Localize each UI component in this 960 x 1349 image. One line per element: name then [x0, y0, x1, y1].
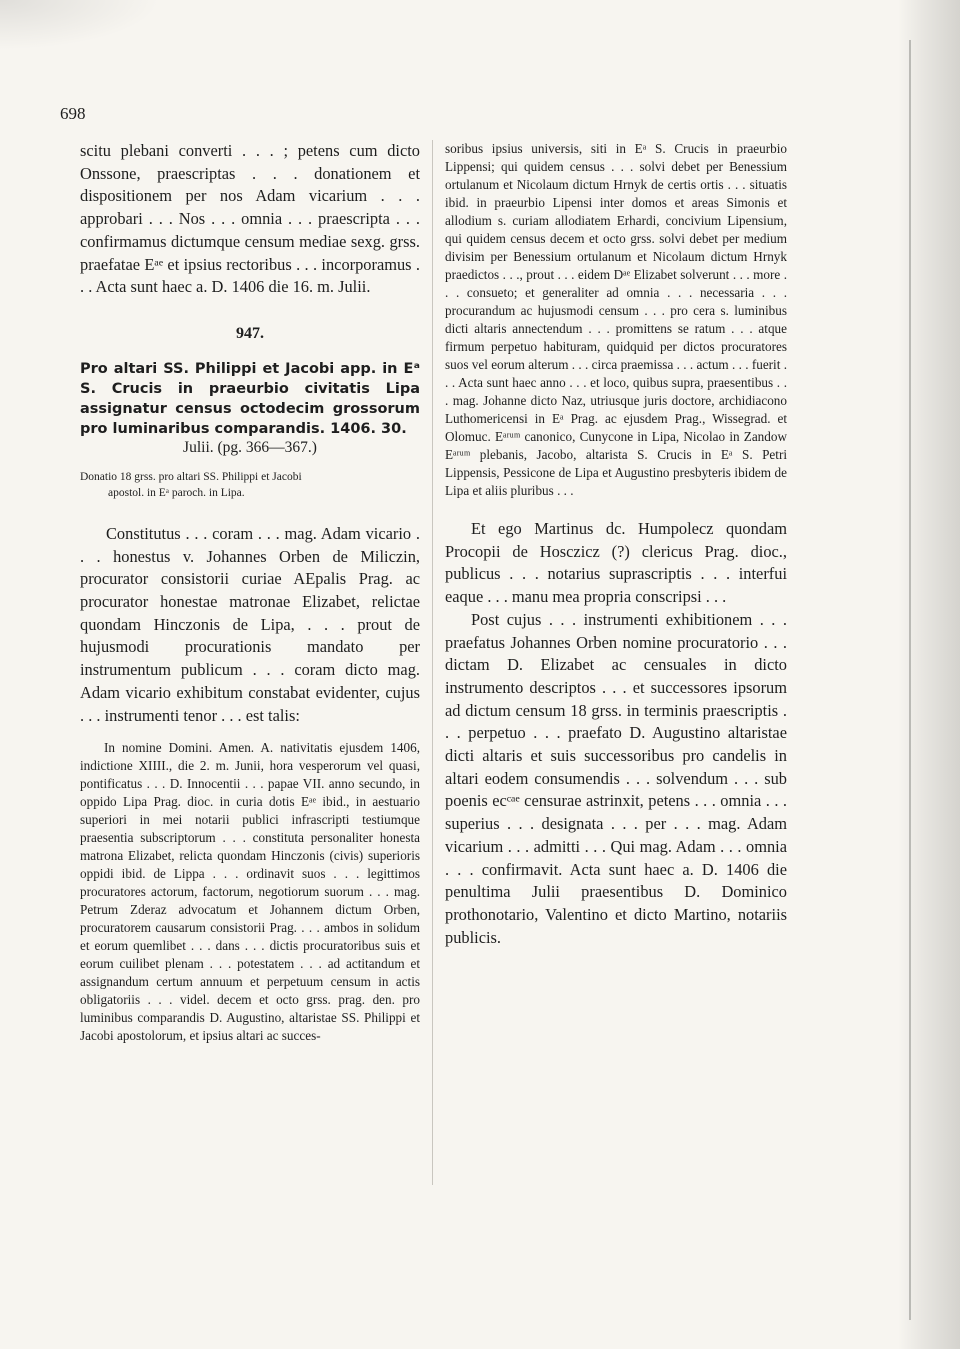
paragraph-notary: Et ego Martinus dc. Humpolecz quondam Procopii de Hosczicz (?) clericus Prag. dioc., publicus . . . notarius suprascriptis . . . interfui eaque . . . manu mea propria conscripsi . . . [445, 519, 787, 607]
document-heading: Pro altari SS. Philippi et Jacobi app. in Eᵃ S. Crucis in praeurbio civitatis Lipa assignatur census octodecim grossorum pro luminaribus comparandis. 1406. 30. [80, 360, 420, 437]
left-column [80, 140, 420, 1045]
document-number: 947. [236, 324, 264, 342]
closing-text [445, 518, 787, 949]
scan-line [909, 40, 911, 1320]
scan-edge-shadow [898, 0, 960, 1349]
right-column [445, 140, 787, 949]
heading-date: Julii. (pg. 366—367.) [183, 438, 317, 456]
instrument-continuation [445, 140, 787, 500]
paragraph-constitutus: Constitutus . . . coram . . . mag. Adam vicario . . . honestus v. Johannes Orben de Miliczin, procurator consistorii curiae AEpalis Prag. ac procurator honestae matronae Elizabet, relictae quondam Hinczonis de Lipa, . . . prout de hujusmodi procurationis mandato per instrumentum publicum . . . coram dicto mag. Adam vicario exhibitum constabat evidenter, cujus . . . instrumenti tenor . . . est talis: [80, 523, 420, 725]
intro-text [80, 140, 420, 299]
summary-line: Donatio 18 grss. pro altari SS. Philippi et Jacobi [80, 470, 302, 483]
paragraph-instrument: In nomine Domini. Amen. A. nativitatis ejusdem 1406, indictione XIIII., die 2. m. Junii, hora vesperorum vel quasi, pontificatus . . . D. Innocentii . . . papae VII. anno secundo, in oppido Lipa Prag. dioc. in curia dotis Eᵃᵉ ibid., in aestuario superiori in mei notarii publici infrascripti testiumque praesentia subscriptorum . . . constituta personaliter honesta matrona Elizabet, relicta quondam Hinczonis (civis) superioris oppidi ibid. de Lippa . . . ordinavit suos . . . legittimos procuratores actorum, factorum, negotiorum suorum . . . mag. Petrum Zderaz advocatum et Johannem dictum Orben, procuratorem causarum consistorii Prag. . . . ambos in solidum et eorum quemlibet . . . dans . . . dictis procuratoribus suis et eorum cuilibet plenam . . . potestatem . . . ad actitandum et assignandum certum annuum et perpetuum censum in actis obligatoriis . . . videl. decem et octo grss. prag. den. pro luminibus comparandis D. Augustino, altaristae SS. Philippi et Jacobi apostolorum, et ipsius altari ac succes- [80, 740, 420, 1044]
paragraph-instrument-cont: soribus ipsius universis, siti in Eᵃ S. Crucis in praeurbio Lippensi; qui quidem census . . . solvi debet per Benessium ortulanum et Nicolaum dictum Hrnyk de certis ortis . . . situatis ibid. in praeurbio Lipensi inter domos et areas Simonis et allodium s. curiam allodiatem Erhardi, concivium Lipensium, qui quidem census decem et octo grss. solvi debet per medium divisim per Benessium ortulanum et Nicolaum dictum Hrnyk praedictos . . ., prout . . . eidem Dᵃᵉ Elizabet solverunt . . . more . . . consueto; et generaliter ad omnia . . . necessaria . . . procurandum ac hujusmodi censum . . . pro cera s. luminibus dicti altaris annectendum . . . promittens se ratum . . . atque firmum perpetuo habituram, quidquid per dictos procuratores suos vel eorum alterum . . . circa praemissa . . . actum . . . fuerit . . . Acta sunt haec anno . . . et loco, quibus supra, praesentibus . . . mag. Johanne dicto Naz, utriusque juris doctore, archidiacono Luthomericensi in Eᵃ Prag. ac ejusdem Prag., Wissegrad. et Olomuc. Eᵃʳᵘᵐ canonico, Cunycone in Lipa, Nicolao in Zandow Eᵃʳᵘᵐ plebanis, Jacobo, altarista S. Crucis in Eᵃ S. Petri Lippensis, Pessicone de Lipa et Augustino presbyteris ibidem de Lipa et aliis pluribus . . . [445, 141, 787, 498]
main-text [80, 523, 420, 727]
column-divider [432, 140, 433, 1185]
summary-line: apostol. in Eᵃ paroch. in Lipa. [108, 486, 245, 499]
paragraph-final: Post cujus . . . instrumenti exhibitionem . . . praefatus Johannes Orben nomine procuratorio . . . dictam D. Elizabet ac censuales in dicto instrumento descriptos . . . et successores ipsorum ad dictum censum 18 grss. in terminis praescriptis . . . perpetuo . . . praefato D. Augustino altaristae dicti altaris et suis successoribus pro candelis in altari eodem consumendis . . . solvendum . . . sub poenis ecᶜᵃᵉ censurae astrinxit, petens . . . omnia . . . superius . . . designata . . . per . . . mag. Adam vicarium . . . admitti . . . Qui mag. Adam . . . omnia . . . confirmavit. Acta sunt haec a. D. 1406 die penultima Julii praesentibus D. Dominico prothonotario, Valentino et dicto Martino, notariis publicis. [445, 609, 787, 947]
document-summary [80, 469, 420, 501]
instrument-text [80, 739, 420, 1045]
scan-shadow [0, 0, 160, 50]
page-number: 698 [60, 104, 86, 123]
intro-paragraph: scitu plebani converti . . . ; petens cum dicto Onssone, praescriptas . . . donationem et dispositionem per nos Adam vicarium . . . approbari . . . Nos . . . omnia . . . praescripta . . . confirmamus dictumque censum mediae sexg. grss. praefatae Eᵃᵉ et ipsius rectoribus . . . incorporamus . . . Acta sunt haec a. D. 1406 die 16. m. Julii. [80, 141, 420, 297]
